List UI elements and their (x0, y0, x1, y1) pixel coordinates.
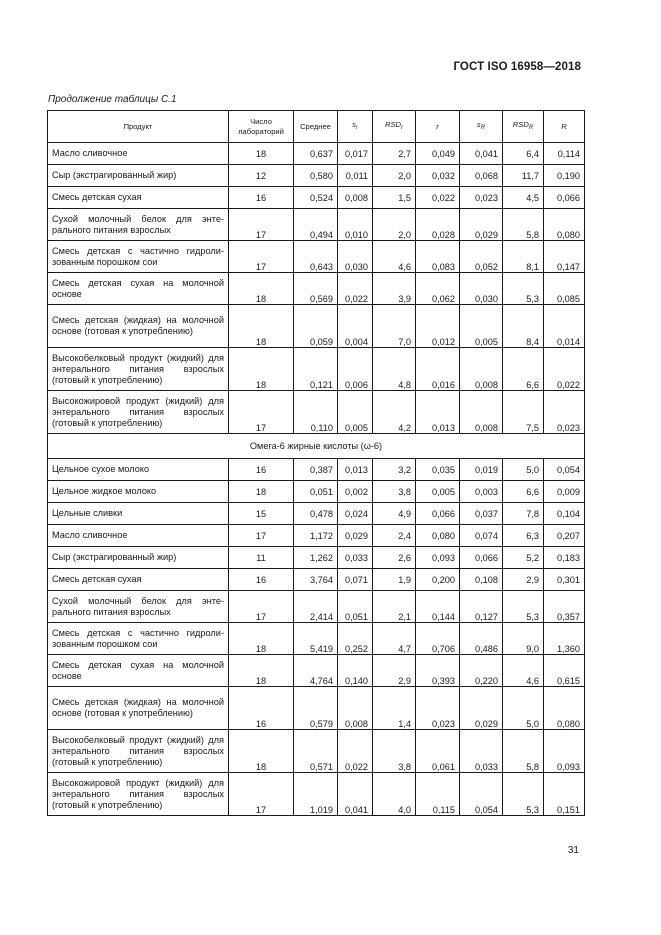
value-cell-r: 0,022 (544, 348, 585, 391)
value-cell-r: 0,393 (416, 655, 460, 687)
value-cell-r: 0,054 (544, 459, 585, 481)
value-cell-mean: 3,764 (294, 569, 338, 591)
column-header-label: s (352, 120, 356, 129)
value-cell-sr: 0,008 (338, 187, 373, 209)
table-row (48, 273, 585, 305)
table-row (48, 348, 585, 391)
value-cell-rsdr: 2,1 (373, 591, 416, 623)
value-cell-sr: 0,022 (338, 273, 373, 305)
value-cell-sr: 0,033 (338, 547, 373, 569)
value-cell-rsdr: 4,0 (373, 773, 416, 816)
table-row (48, 165, 585, 187)
column-header-label: RSD (512, 120, 529, 129)
value-cell-mean: 1,262 (294, 547, 338, 569)
value-cell-labs: 16 (229, 459, 294, 481)
table-row (48, 481, 585, 503)
value-cell-rsdr: 6,6 (503, 348, 544, 391)
table-row (48, 525, 585, 547)
value-cell-sr: 0,054 (460, 773, 503, 816)
value-cell-r: 0,023 (416, 687, 460, 730)
product-cell: Масло сливочное (48, 525, 229, 547)
page-number: 31 (567, 845, 579, 856)
value-cell-r: 0,080 (544, 687, 585, 730)
product-cell: Цельные сливки (48, 503, 229, 525)
value-cell-r: 0,190 (544, 165, 585, 187)
value-cell-mean: 0,051 (294, 481, 338, 503)
value-cell-rsdr: 6,4 (503, 143, 544, 165)
value-cell-r: 0,104 (544, 503, 585, 525)
value-cell-rsdr: 3,8 (373, 481, 416, 503)
value-cell-sr: 0,003 (460, 481, 503, 503)
value-cell-r: 0,062 (416, 273, 460, 305)
table-row (48, 459, 585, 481)
value-cell-r: 0,144 (416, 591, 460, 623)
value-cell-rsdr: 2,0 (373, 165, 416, 187)
value-cell-rsdr: 1,5 (373, 187, 416, 209)
value-cell-sr: 0,002 (338, 481, 373, 503)
value-cell-sr: 0,033 (460, 730, 503, 773)
value-cell-rsdr: 2,6 (373, 547, 416, 569)
table-row (48, 503, 585, 525)
table-row (48, 187, 585, 209)
value-cell-r: 0,183 (544, 547, 585, 569)
table-header-row (48, 111, 585, 143)
value-cell-sr: 0,022 (338, 730, 373, 773)
column-header (229, 111, 294, 143)
value-cell-r: 0,032 (416, 165, 460, 187)
column-header (460, 111, 503, 143)
value-cell-mean: 0,059 (294, 305, 338, 348)
precision-data-table (47, 110, 585, 816)
value-cell-r: 0,083 (416, 241, 460, 273)
value-cell-r: 1,360 (544, 623, 585, 655)
table-caption: Продолжение таблицы С.1 (48, 94, 177, 105)
value-cell-sr: 0,127 (460, 591, 503, 623)
table-section (48, 434, 585, 459)
value-cell-mean: 0,387 (294, 459, 338, 481)
column-header (338, 111, 373, 143)
value-cell-rsdr: 4,2 (373, 391, 416, 434)
product-cell: Смесь детская с частично гидролизованным порошком сои (48, 241, 229, 273)
value-cell-rsdr: 2,9 (503, 569, 544, 591)
value-cell-sr: 0,140 (338, 655, 373, 687)
value-cell-sr: 0,252 (338, 623, 373, 655)
product-cell: Смесь детская (жидкая) на молочной основе (готовая к употреблению) (48, 305, 229, 348)
value-cell-labs: 18 (229, 481, 294, 503)
value-cell-rsdr: 5,0 (503, 459, 544, 481)
value-cell-sr: 0,008 (460, 348, 503, 391)
section-title: Омега-6 жирные кислоты (ω-6) (48, 434, 585, 459)
table-row (48, 569, 585, 591)
value-cell-sr: 0,010 (338, 209, 373, 241)
value-cell-r: 0,093 (416, 547, 460, 569)
value-cell-r: 0,080 (544, 209, 585, 241)
column-header-subscript: r (401, 125, 404, 131)
column-header (294, 111, 338, 143)
value-cell-r: 0,200 (416, 569, 460, 591)
value-cell-sr: 0,108 (460, 569, 503, 591)
value-cell-r: 0,049 (416, 143, 460, 165)
table-row (48, 241, 585, 273)
value-cell-sr: 0,013 (338, 459, 373, 481)
table-row (48, 730, 585, 773)
value-cell-r: 0,022 (416, 187, 460, 209)
value-cell-mean: 0,637 (294, 143, 338, 165)
value-cell-rsdr: 3,2 (373, 459, 416, 481)
value-cell-sr: 0,030 (338, 241, 373, 273)
value-cell-sr: 0,005 (460, 305, 503, 348)
value-cell-sr: 0,071 (338, 569, 373, 591)
product-cell: Цельное жидкое молоко (48, 481, 229, 503)
value-cell-r: 0,016 (416, 348, 460, 391)
product-cell: Смесь детская (жидкая) на молочной основе (готовая к употреблению) (48, 687, 229, 730)
value-cell-mean: 0,643 (294, 241, 338, 273)
table-row (48, 305, 585, 348)
value-cell-sr: 0,006 (338, 348, 373, 391)
column-header (373, 111, 416, 143)
value-cell-rsdr: 5,3 (503, 773, 544, 816)
value-cell-sr: 0,052 (460, 241, 503, 273)
value-cell-mean: 0,571 (294, 730, 338, 773)
value-cell-sr: 0,220 (460, 655, 503, 687)
product-cell: Высокожировой продукт (жидкий) для энтерального питания взрослых (готовый к употреблению) (48, 773, 229, 816)
value-cell-r: 0,013 (416, 391, 460, 434)
value-cell-sr: 0,066 (460, 547, 503, 569)
product-cell: Сыр (экстрагированный жир) (48, 547, 229, 569)
value-cell-r: 0,066 (544, 187, 585, 209)
value-cell-rsdr: 1,4 (373, 687, 416, 730)
table-row (48, 623, 585, 655)
value-cell-mean: 0,110 (294, 391, 338, 434)
table-body-bottom (48, 459, 585, 816)
value-cell-rsdr: 4,5 (503, 187, 544, 209)
value-cell-mean: 0,494 (294, 209, 338, 241)
value-cell-mean: 0,121 (294, 348, 338, 391)
value-cell-r: 0,115 (416, 773, 460, 816)
document-code: ГОСТ ISO 16958—2018 (453, 61, 581, 73)
value-cell-labs: 17 (229, 391, 294, 434)
value-cell-labs: 17 (229, 209, 294, 241)
value-cell-sr: 0,023 (460, 187, 503, 209)
value-cell-sr: 0,011 (338, 165, 373, 187)
value-cell-r: 0,066 (416, 503, 460, 525)
product-cell: Масло сливочное (48, 143, 229, 165)
value-cell-r: 0,301 (544, 569, 585, 591)
value-cell-rsdr: 4,6 (373, 241, 416, 273)
value-cell-r: 0,080 (416, 525, 460, 547)
table-body-top (48, 143, 585, 434)
product-cell: Сыр (экстрагированный жир) (48, 165, 229, 187)
value-cell-labs: 18 (229, 348, 294, 391)
value-cell-rsdr: 7,0 (373, 305, 416, 348)
value-cell-sr: 0,041 (338, 773, 373, 816)
value-cell-sr: 0,008 (338, 687, 373, 730)
value-cell-rsdr: 6,6 (503, 481, 544, 503)
value-cell-sr: 0,005 (338, 391, 373, 434)
value-cell-mean: 0,579 (294, 687, 338, 730)
value-cell-r: 0,012 (416, 305, 460, 348)
value-cell-rsdr: 8,1 (503, 241, 544, 273)
value-cell-r: 0,093 (544, 730, 585, 773)
value-cell-sr: 0,029 (460, 687, 503, 730)
column-header-subscript: R (480, 125, 486, 131)
column-header-label: Продукт (123, 121, 153, 131)
value-cell-rsdr: 4,8 (373, 348, 416, 391)
column-header-label: Среднее (300, 121, 331, 131)
value-cell-rsdr: 6,3 (503, 525, 544, 547)
value-cell-rsdr: 9,0 (503, 623, 544, 655)
value-cell-mean: 5,419 (294, 623, 338, 655)
table-row (48, 773, 585, 816)
column-header-subscript: R (528, 125, 534, 131)
value-cell-labs: 15 (229, 503, 294, 525)
value-cell-labs: 18 (229, 143, 294, 165)
product-cell: Сухой молочный белок для энтерального питания взрослых (48, 591, 229, 623)
value-cell-sr: 0,051 (338, 591, 373, 623)
value-cell-sr: 0,041 (460, 143, 503, 165)
value-cell-labs: 17 (229, 525, 294, 547)
column-header (48, 111, 229, 143)
table-row (48, 391, 585, 434)
value-cell-r: 0,085 (544, 273, 585, 305)
value-cell-labs: 17 (229, 773, 294, 816)
value-cell-r: 0,009 (544, 481, 585, 503)
value-cell-sr: 0,030 (460, 273, 503, 305)
column-header-label: RSD (384, 120, 402, 129)
product-cell: Сухой молочный белок для энтерального питания взрослых (48, 209, 229, 241)
value-cell-r: 0,147 (544, 241, 585, 273)
column-header-label: Число лабораторий (238, 116, 284, 136)
value-cell-labs: 16 (229, 687, 294, 730)
value-cell-labs: 11 (229, 547, 294, 569)
table-row (48, 655, 585, 687)
value-cell-labs: 16 (229, 187, 294, 209)
column-header-subscript: r (355, 125, 358, 131)
value-cell-r: 0,207 (544, 525, 585, 547)
product-cell: Смесь детская сухая на молочной основе (48, 273, 229, 305)
value-cell-rsdr: 5,8 (503, 209, 544, 241)
value-cell-mean: 1,019 (294, 773, 338, 816)
value-cell-mean: 1,172 (294, 525, 338, 547)
value-cell-r: 0,061 (416, 730, 460, 773)
product-cell: Смесь детская сухая (48, 569, 229, 591)
value-cell-r: 0,706 (416, 623, 460, 655)
value-cell-sr: 0,017 (338, 143, 373, 165)
product-cell: Смесь детская с частично гидролизованным порошком сои (48, 623, 229, 655)
value-cell-sr: 0,486 (460, 623, 503, 655)
column-header-label: r (436, 121, 439, 131)
value-cell-rsdr: 8,4 (503, 305, 544, 348)
value-cell-sr: 0,004 (338, 305, 373, 348)
value-cell-sr: 0,029 (338, 525, 373, 547)
value-cell-sr: 0,074 (460, 525, 503, 547)
column-header-label: R (561, 121, 567, 131)
value-cell-r: 0,035 (416, 459, 460, 481)
value-cell-mean: 2,414 (294, 591, 338, 623)
value-cell-sr: 0,037 (460, 503, 503, 525)
value-cell-labs: 18 (229, 730, 294, 773)
value-cell-rsdr: 4,7 (373, 623, 416, 655)
value-cell-labs: 18 (229, 273, 294, 305)
value-cell-r: 0,151 (544, 773, 585, 816)
value-cell-labs: 18 (229, 305, 294, 348)
value-cell-labs: 18 (229, 623, 294, 655)
product-cell: Высокобелковый продукт (жидкий) для энтерального питания взрослых (готовый к употреблению) (48, 730, 229, 773)
product-cell: Цельное сухое молоко (48, 459, 229, 481)
column-header (544, 111, 585, 143)
product-cell: Смесь детская сухая на молочной основе (48, 655, 229, 687)
value-cell-rsdr: 5,3 (503, 273, 544, 305)
table-row (48, 591, 585, 623)
value-cell-rsdr: 2,4 (373, 525, 416, 547)
value-cell-sr: 0,024 (338, 503, 373, 525)
column-header (416, 111, 460, 143)
value-cell-mean: 0,478 (294, 503, 338, 525)
value-cell-r: 0,357 (544, 591, 585, 623)
value-cell-rsdr: 11,7 (503, 165, 544, 187)
column-header-label: s (476, 120, 481, 129)
value-cell-labs: 16 (229, 569, 294, 591)
value-cell-r: 0,615 (544, 655, 585, 687)
value-cell-mean: 4,764 (294, 655, 338, 687)
value-cell-r: 0,114 (544, 143, 585, 165)
value-cell-r: 0,005 (416, 481, 460, 503)
value-cell-r: 0,023 (544, 391, 585, 434)
product-cell: Высокобелковый продукт (жидкий) для энтерального питания взрослых (готовый к употреблению) (48, 348, 229, 391)
table-row (48, 687, 585, 730)
value-cell-rsdr: 2,9 (373, 655, 416, 687)
value-cell-labs: 12 (229, 165, 294, 187)
value-cell-labs: 17 (229, 591, 294, 623)
value-cell-rsdr: 3,8 (373, 730, 416, 773)
value-cell-rsdr: 1,9 (373, 569, 416, 591)
value-cell-sr: 0,068 (460, 165, 503, 187)
value-cell-mean: 0,580 (294, 165, 338, 187)
value-cell-mean: 0,569 (294, 273, 338, 305)
value-cell-sr: 0,008 (460, 391, 503, 434)
value-cell-mean: 0,524 (294, 187, 338, 209)
value-cell-labs: 17 (229, 241, 294, 273)
value-cell-rsdr: 4,9 (373, 503, 416, 525)
value-cell-rsdr: 2,0 (373, 209, 416, 241)
value-cell-labs: 18 (229, 655, 294, 687)
value-cell-rsdr: 5,2 (503, 547, 544, 569)
value-cell-rsdr: 5,0 (503, 687, 544, 730)
value-cell-rsdr: 5,3 (503, 591, 544, 623)
value-cell-rsdr: 4,6 (503, 655, 544, 687)
column-header (503, 111, 544, 143)
table-row (48, 209, 585, 241)
product-cell: Смесь детская сухая (48, 187, 229, 209)
table-row (48, 143, 585, 165)
value-cell-r: 0,028 (416, 209, 460, 241)
value-cell-rsdr: 2,7 (373, 143, 416, 165)
value-cell-sr: 0,019 (460, 459, 503, 481)
value-cell-rsdr: 5,8 (503, 730, 544, 773)
section-row (48, 434, 585, 459)
value-cell-rsdr: 3,9 (373, 273, 416, 305)
value-cell-r: 0,014 (544, 305, 585, 348)
table-row (48, 547, 585, 569)
value-cell-rsdr: 7,8 (503, 503, 544, 525)
value-cell-rsdr: 7,5 (503, 391, 544, 434)
value-cell-sr: 0,029 (460, 209, 503, 241)
product-cell: Высокожировой продукт (жидкий) для энтерального питания взрослых (готовый к употреблению) (48, 391, 229, 434)
